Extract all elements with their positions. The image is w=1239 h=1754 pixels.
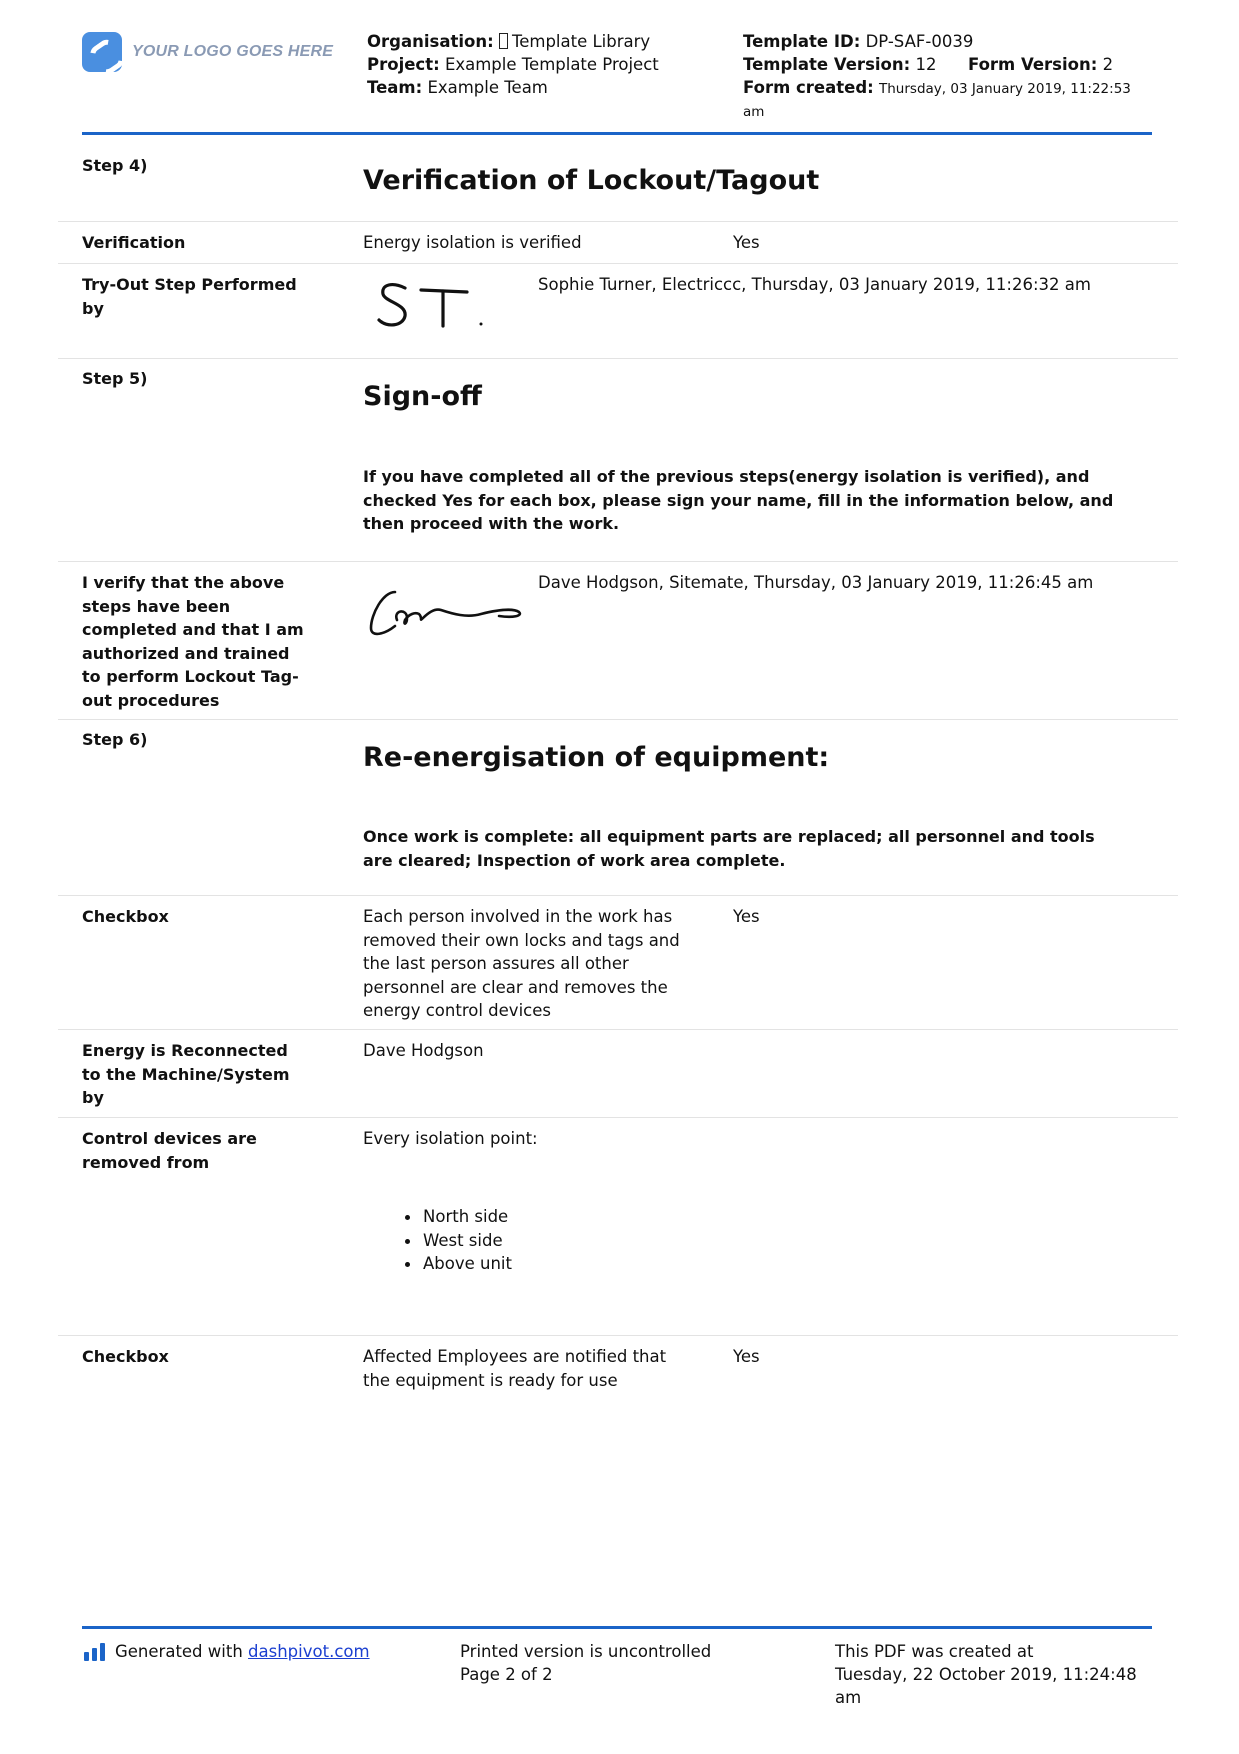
verification-text: Energy isolation is verified	[363, 233, 582, 252]
step6-instructions: Once work is complete: all equipment parts are replaced; all personnel and tools are cleared; Inspection of work area complete.	[363, 827, 1095, 870]
reconnected-value: Dave Hodgson	[363, 1041, 484, 1060]
header-org-info	[367, 30, 727, 99]
header-template-info	[743, 30, 1163, 124]
page-number: Page 2 of 2	[460, 1665, 553, 1684]
control-devices-label: Control devices are removed from	[82, 1129, 257, 1172]
verification-value: Yes	[733, 233, 760, 252]
verification-row	[58, 222, 1178, 264]
control-devices-intro: Every isolation point:	[363, 1129, 538, 1148]
step6-title: Re-energisation of equipment:	[363, 742, 830, 773]
step6-label: Step 6)	[82, 730, 148, 749]
step5-label: Step 5)	[82, 369, 148, 388]
verify-signer: Dave Hodgson, Sitemate, Thursday, 03 January 2019, 11:26:45 am	[538, 573, 1094, 592]
page-header	[82, 30, 1152, 134]
tryout-signer: Sophie Turner, Electriccc, Thursday, 03 January 2019, 11:26:32 am	[538, 275, 1091, 294]
missing-glyph-icon	[499, 33, 508, 49]
company-logo	[82, 32, 333, 72]
tryout-signature	[363, 274, 503, 336]
checkbox2-row	[58, 1336, 1178, 1406]
list-item: Above unit	[423, 1252, 512, 1276]
checkbox1-value: Yes	[733, 907, 760, 926]
form-created-line: Form created: Thursday, 03 January 2019, 11:22:53	[743, 78, 1131, 97]
verification-label: Verification	[82, 233, 186, 252]
step5-instructions: If you have completed all of the previous steps(energy isolation is verified), and checked Yes for each box, please sign your name, fill in the information below, and then proceed with the work.	[363, 467, 1114, 533]
footer-created: This PDF was created at Tuesday, 22 October 2019, 11:24:48 am	[835, 1642, 1137, 1707]
form-created-line-cont: am	[743, 104, 765, 120]
isolation-points-list	[423, 1205, 512, 1276]
control-devices-row	[58, 1118, 1178, 1336]
list-item: West side	[423, 1229, 512, 1253]
template-id-line: Template ID: DP-SAF-0039	[743, 32, 974, 51]
step6-header-row	[58, 720, 1178, 896]
list-item: North side	[423, 1205, 512, 1229]
verify-signoff-row	[58, 562, 1178, 720]
checkbox2-label: Checkbox	[82, 1347, 169, 1366]
step4-header-row	[58, 140, 1178, 222]
footer-generated: Generated with dashpivot.com	[84, 1640, 370, 1663]
step4-title: Verification of Lockout/Tagout	[363, 165, 820, 196]
header-divider	[82, 132, 1152, 135]
checkbox1-row	[58, 896, 1178, 1030]
organisation-line: Organisation: Template Library	[367, 32, 651, 51]
reconnected-row	[58, 1030, 1178, 1118]
verify-label: I verify that the above steps have been completed and that I am authorized and trained to perform Lockout Tag- out procedures	[82, 573, 304, 710]
tryout-row	[58, 264, 1178, 359]
step5-title: Sign-off	[363, 381, 482, 412]
tryout-label: Try-Out Step Performed by	[82, 275, 297, 318]
reconnected-label: Energy is Reconnected to the Machine/System by	[82, 1041, 290, 1107]
verify-signature	[363, 582, 533, 644]
version-line: Template Version: 12 Form Version: 2	[743, 55, 1114, 74]
logo-text: YOUR LOGO GOES HERE	[132, 43, 334, 60]
footer-printed: Printed version is uncontrolled Page 2 of 2	[460, 1642, 712, 1684]
step5-header-row	[58, 359, 1178, 562]
dashpivot-link[interactable]: dashpivot.com	[248, 1642, 370, 1661]
team-line: Team: Example Team	[367, 78, 548, 97]
project-line: Project: Example Template Project	[367, 55, 659, 74]
step4-label: Step 4)	[82, 156, 148, 175]
checkbox2-value: Yes	[733, 1347, 760, 1366]
checkbox1-text: Each person involved in the work has removed their own locks and tags and the last person assures all other personnel are clear and removes the energy control devices	[363, 907, 680, 1020]
logo-icon	[82, 32, 122, 72]
footer-divider	[82, 1626, 1152, 1629]
checkbox1-label: Checkbox	[82, 907, 169, 926]
dashpivot-bars-icon	[84, 1643, 105, 1661]
checkbox2-text: Affected Employees are notified that the equipment is ready for use	[363, 1347, 667, 1390]
